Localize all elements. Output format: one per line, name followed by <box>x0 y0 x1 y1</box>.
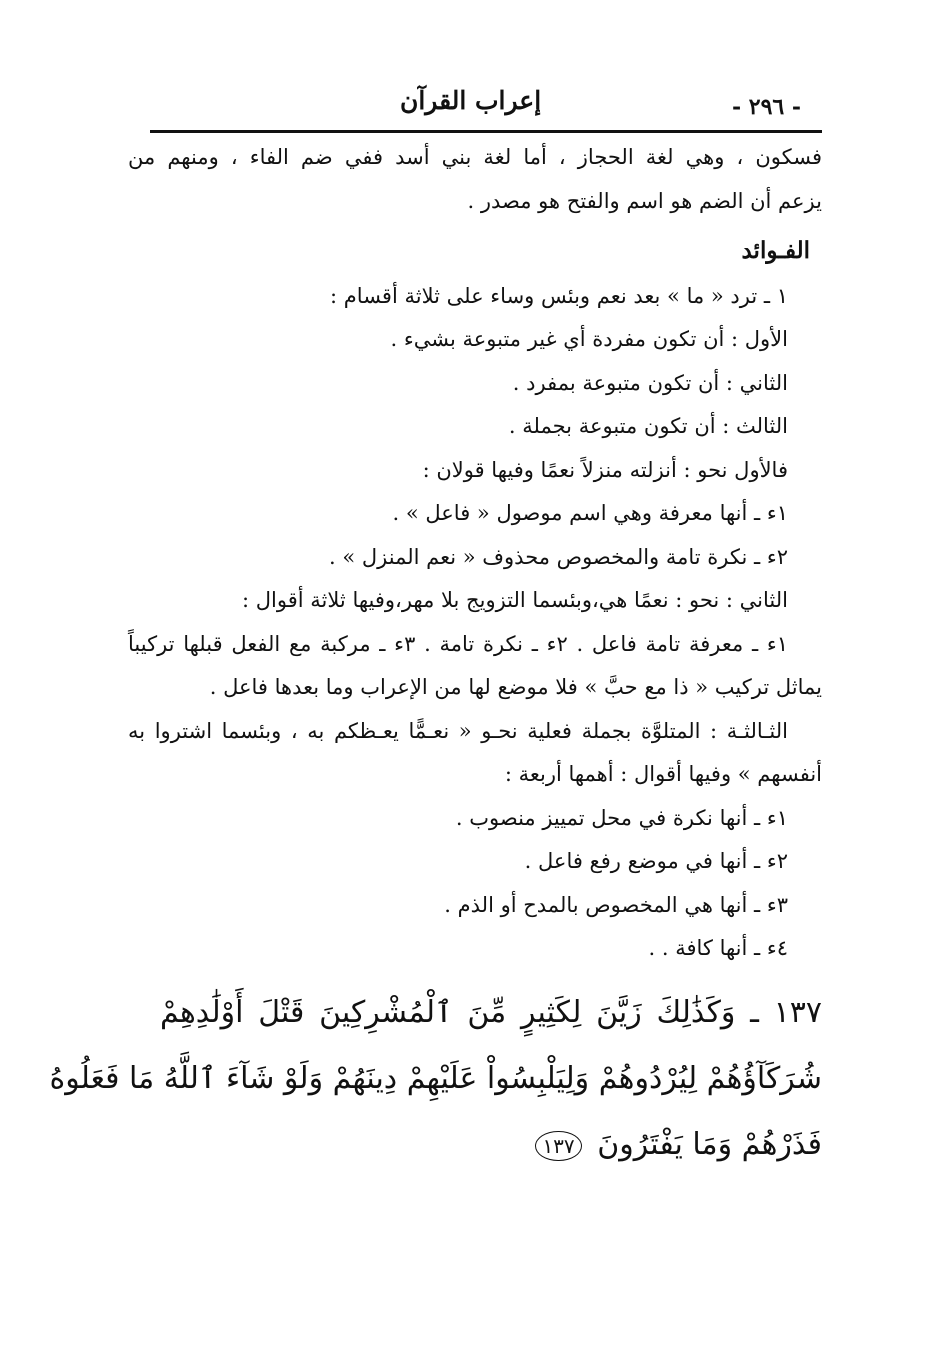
text-line: يماثل تركيب « ذا مع حبَّ » فلا موضع لها من الإعراب وما بعدها فاعل . <box>209 675 822 699</box>
verse-line: ١٣٧ ـ وَكَذَٰلِكَ زَيَّنَ لِكَثِيرٍ مِّنَ ٱلْمُشْرِكِينَ قَتْلَ أَوْلَٰدِهِمْ <box>160 995 822 1030</box>
text-line: الثالث : أن تكون متبوعة بجملة . <box>508 414 788 438</box>
text-line: ٣ء ـ أنها هي المخصوص بالمدح أو الذم . <box>444 892 788 917</box>
verse-line: شُرَكَآؤُهُمْ لِيُرْدُوهُمْ وَلِيَلْبِسُواْ عَلَيْهِمْ دِينَهُمْ وَلَوْ شَآءَ ٱللَّهُ مَا فَعَلُوهُ <box>49 1061 822 1096</box>
text-line: ١ء ـ أنها نكرة في محل تمييز منصوب . <box>455 805 788 830</box>
verse-text: فَذَرْهُمْ وَمَا يَفْتَرُونَ <box>597 1127 822 1162</box>
verse-line-last <box>160 1112 822 1178</box>
page-header <box>150 82 822 124</box>
header-rule <box>150 130 822 133</box>
text-line: الثاني : نحو : نعمًا هي،وبئسما التزويج بلا مهر،وفيها ثلاثة أقوال : <box>242 588 788 612</box>
text-line: الثاني : أن تكون متبوعة بمفرد . <box>512 370 788 395</box>
text-line: ٤ء ـ أنها كافة . . <box>648 936 788 960</box>
text-line: الثـالثـة : المتلوَّة بجملة فعلية نحـو « نعـمًّا يعـظكم به ، وبئسما اشتروا به <box>128 718 788 743</box>
text-line: الأول : أن تكون مفردة أي غير متبوعة بشيء . <box>390 327 788 351</box>
quran-verse <box>49 980 822 1178</box>
text-line: يزعم أن الضم هو اسم والفتح هو مصدر . <box>467 188 822 213</box>
text-line: أنفسهم » وفيها أقوال : أهمها أربعة : <box>504 762 822 786</box>
text-line: ١ ـ ترد « ما » بعد نعم وبئس وساء على ثلاثة أقسام : <box>330 283 788 308</box>
text-line: فالأول نحو : أنزلته منزلاً نعمًا وفيها قولان : <box>422 457 788 482</box>
verse-end-marker: ١٣٧ <box>535 1131 581 1161</box>
page-number: - ٢٩٦ - <box>732 94 802 120</box>
text-line: ١ء ـ أنها معرفة وهي اسم موصول « فاعل » . <box>392 501 788 525</box>
text-line: فسكون ، وهي لغة الحجاز ، أما لغة بني أسد ففي ضم الفاء ، ومنهم من <box>128 145 822 169</box>
text-line: ٢ء ـ أنها في موضع رفع فاعل . <box>524 849 788 873</box>
section-heading: الفـوائد <box>741 237 810 264</box>
body-text <box>128 136 822 971</box>
running-title: إعراب القرآن <box>400 86 542 115</box>
text-line: ١ء ـ معرفة تامة فاعل . ٢ء ـ نكرة تامة . ٣ء ـ مركبة مع الفعل قبلها تركيباً <box>128 631 789 656</box>
text-line: ٢ء ـ نكرة تامة والمخصوص محذوف « نعم المنزل » . <box>329 544 788 569</box>
